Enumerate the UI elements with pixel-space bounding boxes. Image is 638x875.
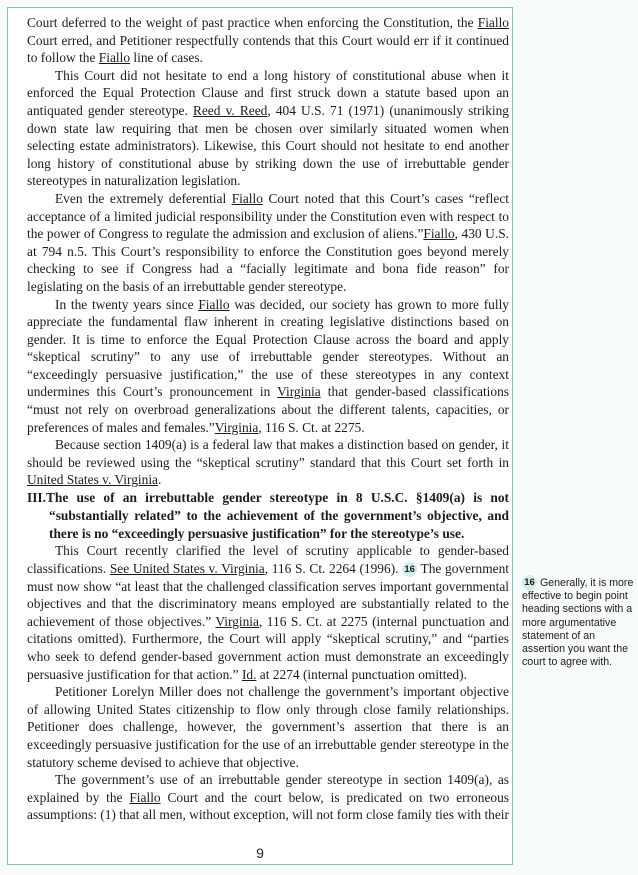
brief-page xyxy=(7,7,513,865)
case-citation: Id. xyxy=(241,666,257,682)
paragraph: The government’s use of an irrebuttable gender stereotype in section 1409(a), as explained by the Fiallo Court and the court below, is predicated on two erroneous assumptions: (1) that all men, without exception, will not form close family ties with their xyxy=(27,772,509,823)
case-citation: Fiallo xyxy=(98,50,131,66)
case-citation: Virginia xyxy=(215,613,259,629)
paragraph: Court deferred to the weight of past practice when enforcing the Constitution, the Fiallo Court erred, and Petitioner respectfully contends that this Court would err if it continued to follow the Fiallo line of cases. xyxy=(27,15,509,66)
case-citation: Virginia xyxy=(214,419,259,435)
brief-text xyxy=(27,14,509,824)
page-number: 9 xyxy=(256,845,264,861)
point-heading: III.The use of an irrebuttable gender stereotype in 8 U.S.C. §1409(a) is not “substantially related” to the achievement of the government’s objective, and there is no “exceedingly persuasive justification” for the stereotype’s use. xyxy=(27,490,509,541)
paragraph: Petitioner Lorelyn Miller does not challenge the government’s important objective of allowing United States citizenship to flow only through close family relationships. Petitioner does challenge, however, the government’s assertion that there is an exceedingly persuasive justification for the use of an irrebuttable gender stereotype in the statutory scheme devised to achieve that objective. xyxy=(27,684,509,770)
paragraph: Because section 1409(a) is a federal law that makes a distinction based on gender, it should be reviewed using the “skeptical scrutiny” standard that this Court set forth in United States v. Virginia. xyxy=(27,437,509,488)
margin-comment xyxy=(522,575,634,669)
paragraph: This Court recently clarified the level of scrutiny applicable to gender-based classifications. See United States v. Virginia, 116 S. Ct. 2264 (1996). 16 The government must now show “at least that the challenged classification serves important governmental objectives and that the discriminatory means employed are substantially related to the achievement of those objectives.” Virginia, 116 S. Ct. at 2275 (internal punctuation and citations omitted). Furthermore, the Court will apply “skeptical scrutiny,” and “parties who seek to defend gender-based government action must demonstrate an exceedingly persuasive justification for that action.” Id. at 2274 (internal punctuation omitted). xyxy=(27,543,509,682)
case-citation: Fiallo xyxy=(231,190,263,206)
case-citation: Fiallo xyxy=(477,15,509,30)
case-citation: Virginia xyxy=(277,384,321,400)
case-citation: Fiallo xyxy=(423,226,455,242)
annotation-marker[interactable]: 16 xyxy=(522,575,537,590)
comment-text: Generally, it is more effective to begin point heading sections with a more argumentative statement of an assertion you want the court to agree with. xyxy=(522,577,634,669)
paragraph: In the twenty years since Fiallo was decided, our society has grown to more fully appreciate the fundamental flaw inherent in creating legislative distinctions based on gender. It is time to enforce the Equal Protection Clause across the board and apply “skeptical scrutiny” to any use of irrebuttable gender stereotypes. Without an “exceedingly persuasive justification,” the use of these stereotypes in any context undermines this Court’s pronouncement in Virginia that gender-based classifications “must not rely on overbroad generalizations about the different talents, capacities, or preferences of males and females.”Virginia, 116 S. Ct. at 2275. xyxy=(27,296,509,435)
case-citation: United States v. Virginia xyxy=(27,472,158,488)
annotation-marker[interactable]: 16 xyxy=(402,562,417,577)
case-citation: See United States v. Virginia xyxy=(109,561,265,577)
case-citation: Fiallo xyxy=(129,789,161,805)
case-citation: Reed v. Reed xyxy=(192,102,268,118)
paragraph: This Court did not hesitate to end a long history of constitutional abuse when it enforced the Equal Protection Clause and first struck down a statute based upon an antiquated gender stereotype. Reed v. Reed, 404 U.S. 71 (1971) (unanimously striking down state law requiring that men be chosen over similarly situated women when selecting estate administrators). Likewise, this Court should not hesitate to end another long history of constitutional abuse by striking down the use of irrebuttable gender stereotypes in naturalization legislation. xyxy=(27,67,510,189)
case-citation: Fiallo xyxy=(198,296,230,312)
paragraph: Even the extremely deferential Fiallo Court noted that this Court’s cases “reflect acceptance of a limited judicial responsibility under the Constitution even with respect to the power of Congress to regulate the admission and exclusion of aliens.”Fiallo, 430 U.S. at 794 n.5. This Court’s responsibility to enforce the Constitution goes beyond merely checking to see if Congress had a “facially legitimate and bona fide reason” for legislating on the basis of an irrebuttable gender stereotype. xyxy=(27,190,509,294)
